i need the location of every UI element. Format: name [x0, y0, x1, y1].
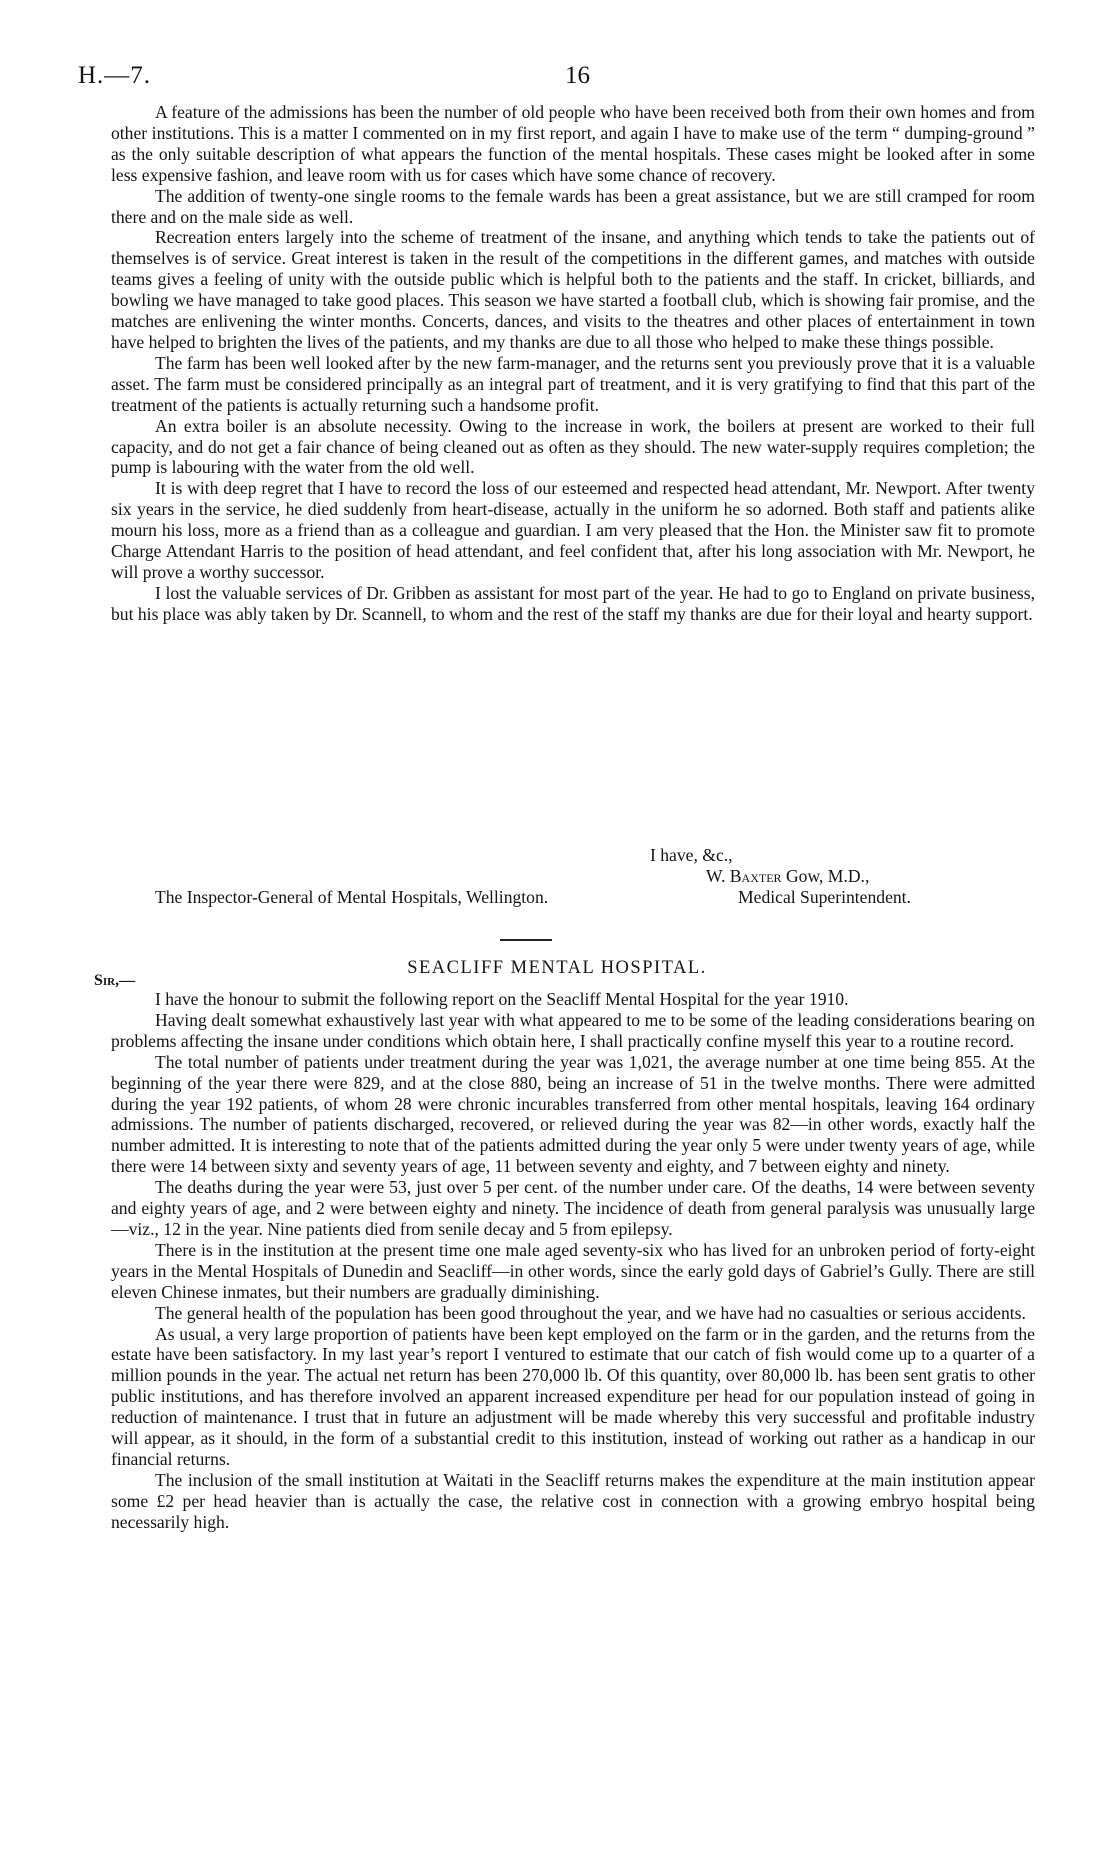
report2-paragraph-5: There is in the institution at the present time one male aged seventy-six who has lived for an unbroken period of forty-eight years in the Mental Hospitals of Dunedin and Seacliff—in other words, since the early gold days of Gabriel’s Gully. There are still eleven Chinese inmates, but their numbers are gradually diminishing. — [111, 1239, 1035, 1302]
section-heading: SEACLIFF MENTAL HOSPITAL. — [407, 958, 707, 978]
addressee: The Inspector-General of Mental Hospitals, Wellington. — [155, 887, 549, 907]
report2-paragraph-6: The general health of the population has been good throughout the year, and we have had no casualties or serious accidents. — [155, 1302, 1026, 1323]
signature — [706, 866, 869, 887]
report2-paragraph-8: The inclusion of the small institution at Waitati in the Seacliff returns makes the expenditure at the main institution appear some £2 per head heavier than is actually the case, the relative cost in connection with a growing embryo hospital being necessarily high. — [111, 1469, 1035, 1532]
report1-paragraph-6: It is with deep regret that I have to record the loss of our esteemed and respected head attendant, Mr. Newport. After twenty six years in the service, he died suddenly from heart-disease, actually in the uniform he so adorned. Both staff and patients alike mourn his loss, more as a friend than as a colleague and guardian. I am very pleased that the Hon. the Minister saw fit to promote Charge Attendant Harris to the position of head attendant, and feel confident that, after his long association with Mr. Newport, he will prove a worthy successor. — [111, 478, 1035, 582]
report1-body — [111, 102, 1035, 625]
signature-rest: Gow, M.D., — [785, 866, 870, 886]
salutation: Sir,— — [94, 972, 136, 989]
document-reference: H.—7. — [78, 62, 152, 89]
signatory-title: Medical Superintendent. — [738, 887, 911, 907]
signature-prefix: W. — [706, 866, 726, 886]
report2-paragraph-4: The deaths during the year were 53, just over 5 per cent. of the number under care. Of the deaths, 14 were between seventy and eighty years of age, and 2 were between eighty and ninety. The incidence of death from general paralysis was unusually large—viz., 12 in the year. Nine patients died from senile decay and 5 from epilepsy. — [111, 1177, 1035, 1239]
report2-paragraph-1: I have the honour to submit the following report on the Seacliff Mental Hospital for the year 1910. — [155, 989, 849, 1009]
report2-body — [111, 989, 1035, 1533]
report1-paragraph-2: The addition of twenty-one single rooms to the female wards has been a great assistance, but we are still cramped for room there and on the male side as well. — [111, 185, 1035, 227]
report2-paragraph-2: Having dealt somewhat exhaustively last year with what appeared to me to be some of the leading considerations bearing on problems affecting the insane under conditions which obtain here, I shall practically confine myself this year to a routine record. — [111, 1009, 1035, 1051]
section-divider — [500, 939, 552, 941]
report1-paragraph-3: Recreation enters largely into the scheme of treatment of the insane, and anything which tends to take the patients out of themselves is of service. Great interest is taken in the result of the competitions in the different games, and matches with outside teams gives a feeling of unity with the outside public which is helpful both to the patients and the staff. In cricket, billiards, and bowling we have managed to take good places. This season we have started a football club, which is showing fair promise, and the matches are enlivening the winter months. Concerts, dances, and visits to the theatres and other places of entertainment in town have helped to brighten the lives of the patients, and my thanks are due to all those who helped to make these things possible. — [111, 227, 1035, 352]
report1-paragraph-4: The farm has been well looked after by the new farm-manager, and the returns sent you previously prove that it is a valuable asset. The farm must be considered principally as an integral part of treatment, and it is very gratifying to find that this part of the treatment of the patients is actually returning such a handsome profit. — [111, 352, 1035, 415]
closing-line: I have, &c., — [650, 845, 733, 865]
report2-paragraph-3: The total number of patients under treatment during the year was 1,021, the average number at one time being 855. At the beginning of the year there were 829, and at the close 880, being an increase of 51 in the twelve months. There were admitted during the year 192 patients, of whom 28 were chronic incurables transferred from other mental hospitals, leaving 164 ordinary admissions. The number of patients discharged, recovered, or relieved during the year was 82—in other words, exactly half the number admitted. It is interesting to note that of the patients admitted during the year only 5 were under twenty years of age, while there were 14 between sixty and seventy years of age, 11 between seventy and eighty, and 7 between eighty and ninety. — [111, 1051, 1035, 1177]
page-number: 16 — [565, 62, 590, 89]
report1-paragraph-5: An extra boiler is an absolute necessity. Owing to the increase in work, the boilers at present are worked to their full capacity, and do not get a fair chance of being cleaned out as often as they should. The new water-supply requires completion; the pump is labouring with the water from the old well. — [111, 415, 1035, 478]
report1-paragraph-7: I lost the valuable services of Dr. Gribben as assistant for most part of the year. He had to go to England on private business, but his place was ably taken by Dr. Scannell, to whom and the rest of the staff my thanks are due for their loyal and hearty support. — [111, 582, 1035, 624]
signature-name: Baxter — [729, 866, 782, 886]
report2-paragraph-7: As usual, a very large proportion of patients have been kept employed on the farm or in the garden, and the returns from the estate have been satisfactory. In my last year’s report I ventured to estimate that our catch of fish would come up to a quarter of a million pounds in the year. The actual net return has been 270,000 lb. Of this quantity, over 80,000 lb. has been sent gratis to other public institutions, and has therefore involved an apparent increased expenditure per head for our population instead of going in reduction of maintenance. I trust that in future an adjustment will be made whereby this very successful and profitable industry will appear, as it should, in the form of a substantial credit to this institution, instead of working out rather as a handicap in our financial returns. — [111, 1323, 1035, 1469]
report1-paragraph-1: A feature of the admissions has been the number of old people who have been received both from their own homes and from other institutions. This is a matter I commented on in my first report, and again I have to make use of the term “ dumping-ground ” as the only suitable description of what appears the function of the mental hospitals. These cases might be looked after in some less expensive fashion, and leave room with us for cases which have some chance of recovery. — [111, 102, 1035, 185]
